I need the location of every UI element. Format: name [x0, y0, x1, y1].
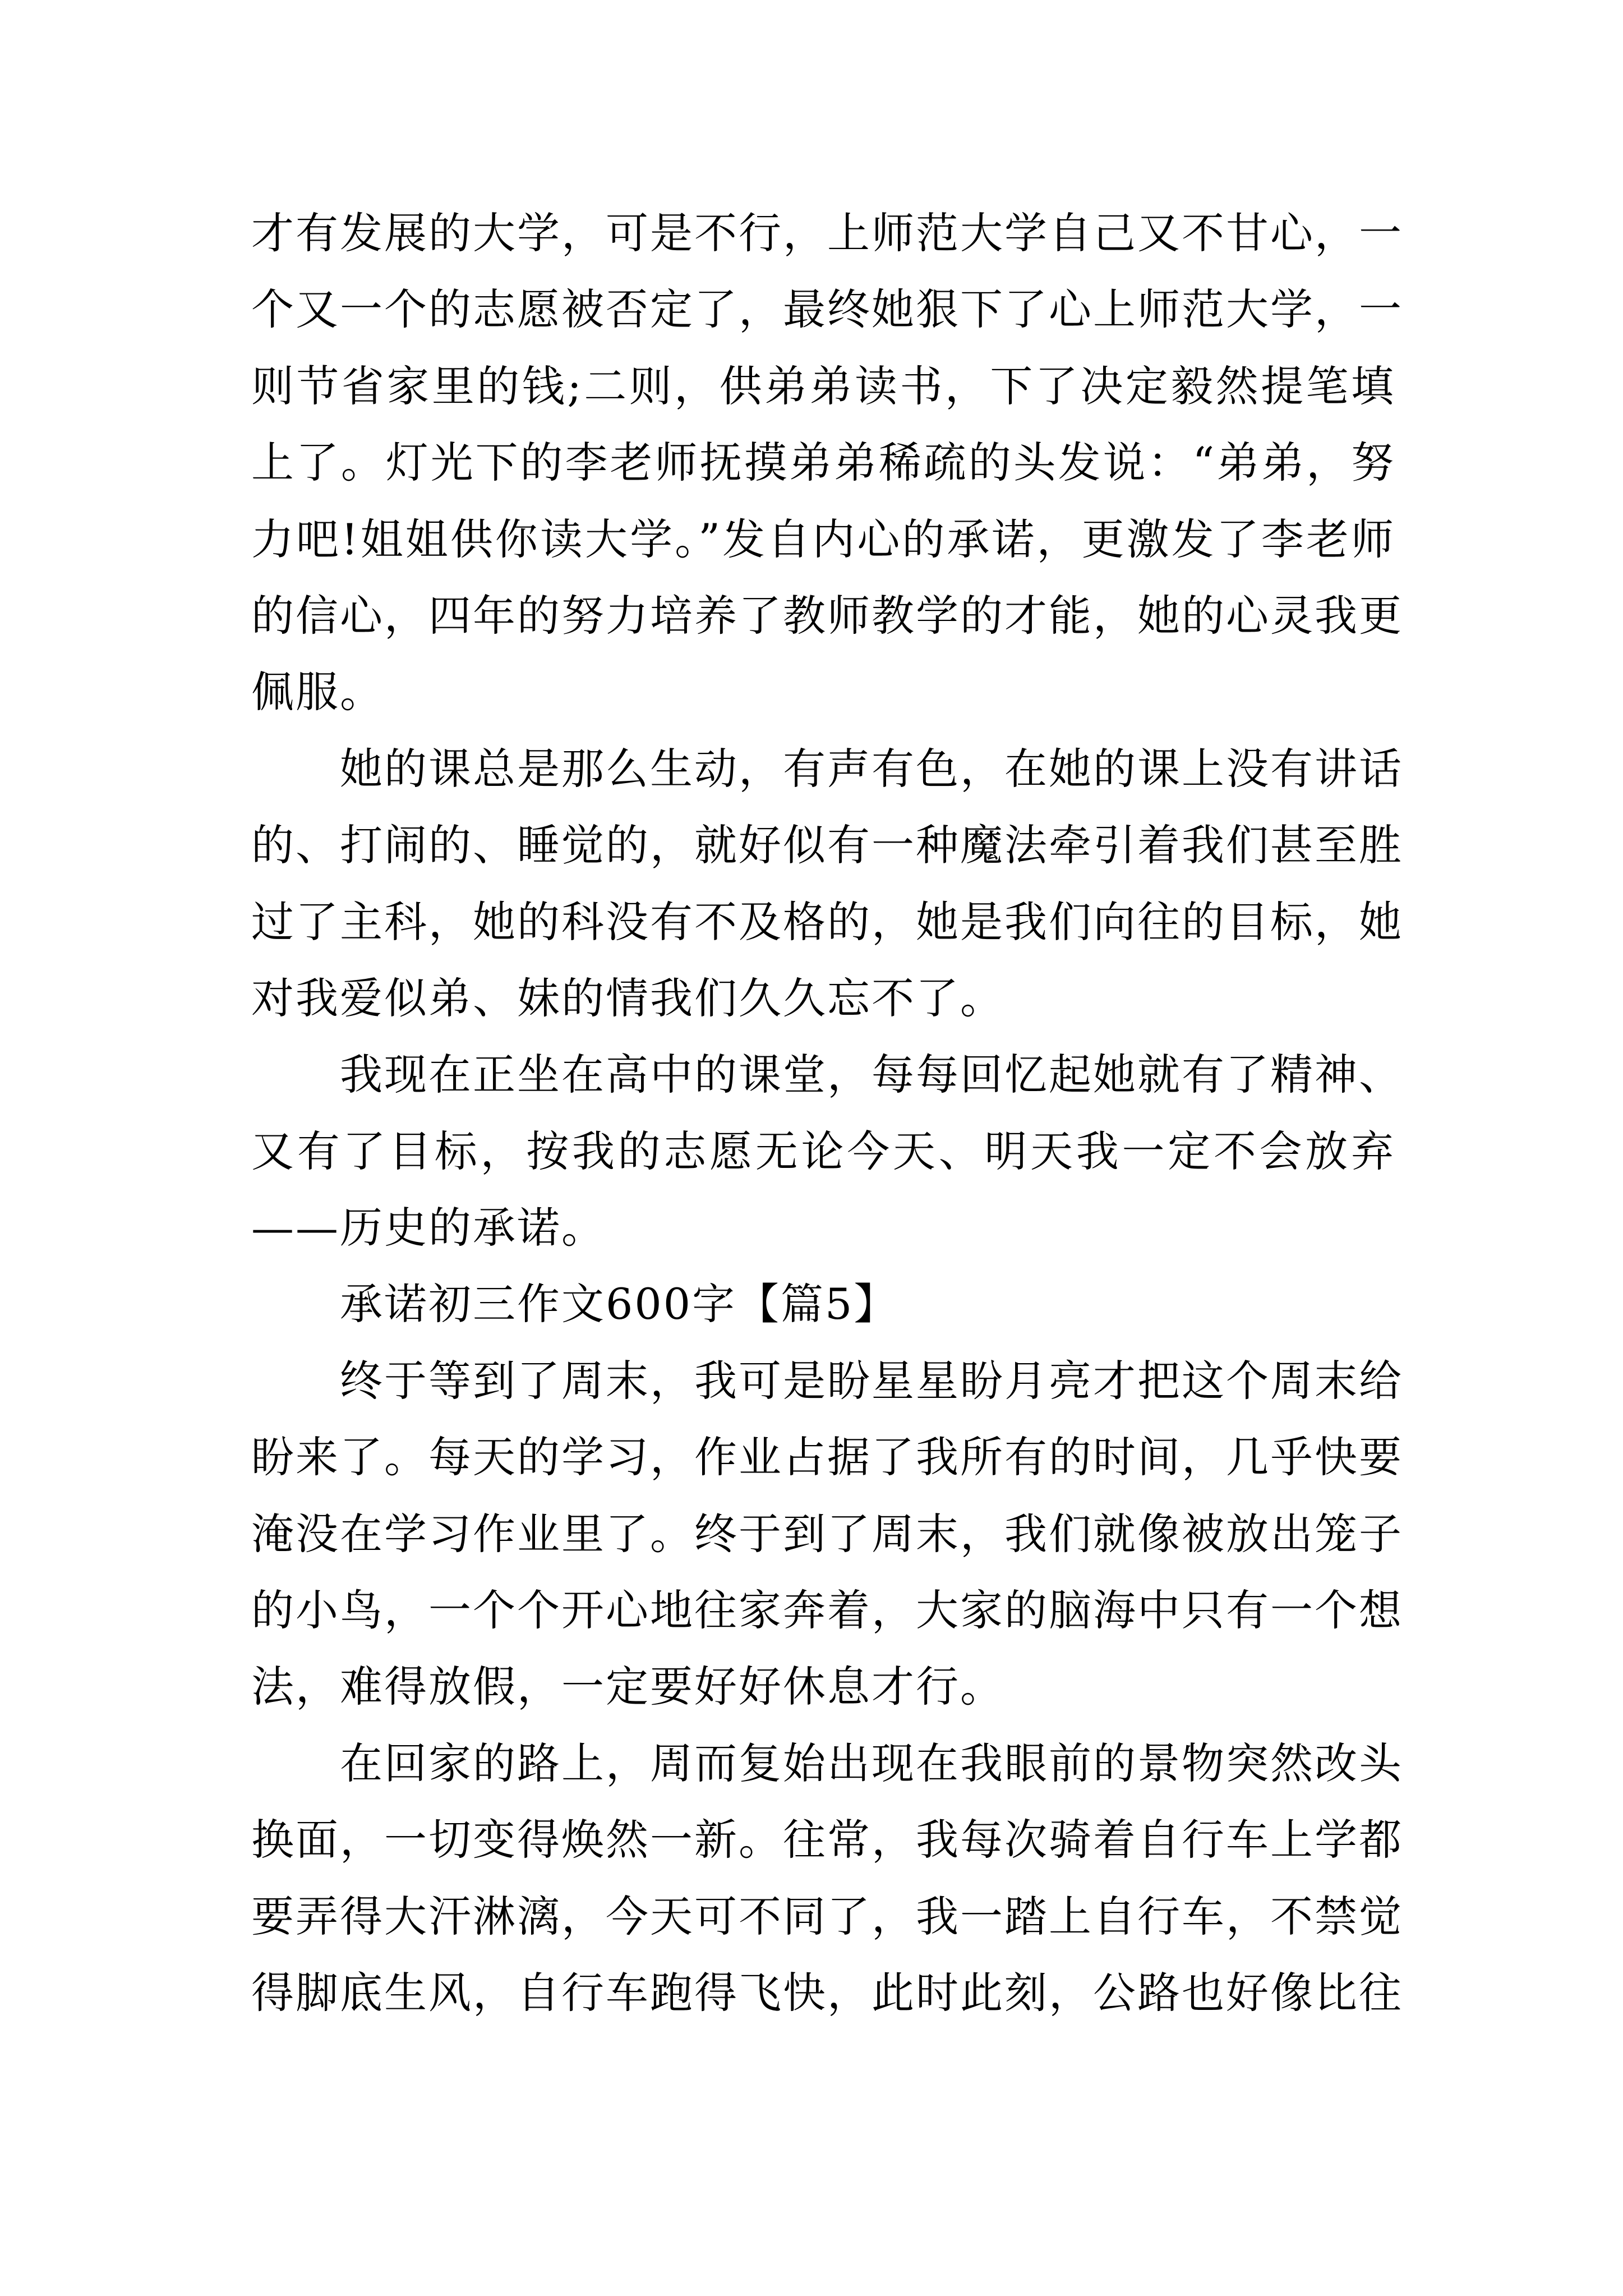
text-line: 的信心，四年的努力培养了教师教学的才能，她的心灵我更 [251, 590, 1403, 641]
text-line: 上了。灯光下的李老师抚摸弟弟稀疏的头发说：“弟弟，努 [251, 438, 1395, 488]
text-line: 则节省家里的钱;二则，供弟弟读书，下了决定毅然提笔填 [251, 361, 1395, 411]
text-line: 过了主科，她的科没有不及格的，她是我们向往的目标，她 [251, 896, 1403, 947]
text-line: 终于等到了周末，我可是盼星星盼月亮才把这个周末给 [251, 1355, 1403, 1406]
text-line: 我现在正坐在高中的课堂，每每回忆起她就有了精神、 [251, 1050, 1403, 1100]
text-line: 盼来了。每天的学习，作业占据了我所有的时间，几乎快要 [251, 1432, 1403, 1483]
text-line: 要弄得大汗淋漓，今天可不同了，我一踏上自行车，不禁觉 [251, 1891, 1403, 1941]
text-line: 她的课总是那么生动，有声有色，在她的课上没有讲话 [251, 743, 1403, 794]
text-line: 才有发展的大学，可是不行，上师范大学自己又不甘心，一 [251, 208, 1403, 258]
text-line: 承诺初三作文600字【篇5】 [251, 1279, 898, 1329]
body-text [251, 195, 1403, 2031]
text-line: 的、打闹的、睡觉的，就好似有一种魔法牵引着我们甚至胜 [251, 820, 1403, 871]
text-line: 在回家的路上，周而复始出现在我眼前的景物突然改头 [251, 1738, 1403, 1788]
text-line: 换面，一切变得焕然一新。往常，我每次骑着自行车上学都 [251, 1815, 1403, 1865]
text-line: 对我爱似弟、妹的情我们久久忘不了。 [251, 973, 1004, 1023]
text-line: 力吧!姐姐供你读大学。”发自内心的承诺，更激发了李老师 [251, 514, 1395, 564]
text-line: 淹没在学习作业里了。终于到了周末，我们就像被放出笼子 [251, 1508, 1403, 1559]
text-line: 得脚底生风，自行车跑得飞快，此时此刻，公路也好像比往 [251, 1967, 1403, 2018]
text-line: 的小鸟，一个个开心地往家奔着，大家的脑海中只有一个想 [251, 1585, 1403, 1636]
text-line: 佩服。 [251, 667, 384, 717]
text-line: 法，难得放假，一定要好好休息才行。 [251, 1662, 1004, 1712]
text-line: 又有了目标，按我的志愿无论今天、明天我一定不会放弃 [251, 1126, 1395, 1176]
text-line: ——历史的承诺。 [251, 1203, 606, 1253]
text-line: 个又一个的志愿被否定了，最终她狠下了心上师范大学，一 [251, 284, 1403, 335]
